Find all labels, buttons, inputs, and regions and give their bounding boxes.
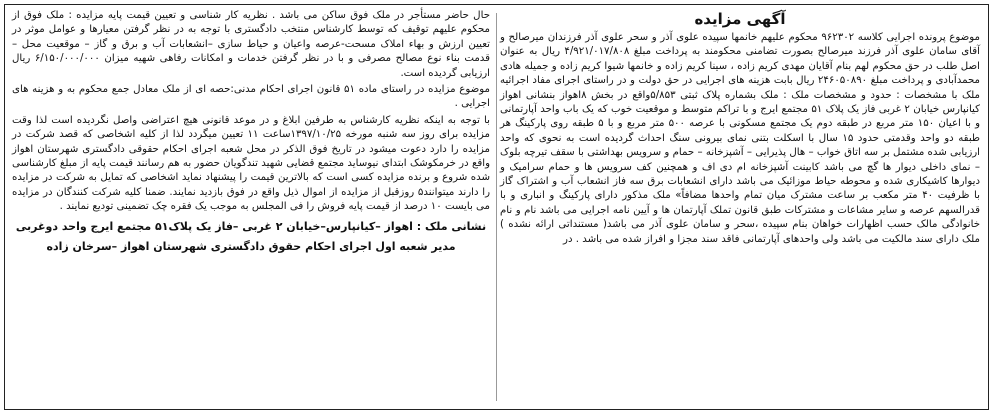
notice-title: آگهی مزایده xyxy=(694,10,786,28)
auction-subject-paragraph: موضوع مزایده در راستای ماده ۵۱ قانون اجرای احکام مدنی:حصه ای از ملک معادل جمع محکوم به و هزینه های اجرایی . xyxy=(12,84,490,110)
auction-notice xyxy=(4,4,989,410)
signature: مدیر شعبه اول اجرای احکام حقوق دادگستری شهرستان اهواز –سرخان زاده xyxy=(46,239,456,253)
column-divider xyxy=(496,13,497,401)
left-column xyxy=(12,9,490,405)
valuation-paragraph: حال حاضر مستأجر در ملک فوق ساکن می باشد . نظریه کار شناسی و تعیین قیمت پایه مزایده : ملک فوق از محکوم علیهم توقیف که توسط کارشناس منتخب دادگستری با توجه به در نظر گرفتن معیارها و عوامل موثر در تعیین ارزش و بهاء املاک مسحت-عرصه واعیان و حیاط سازی –انشعابات آب و برق و گاز – موقعیت محل – قدمت بناء نوع مصالح مصرفی و با در نظر گرفتن خدمات و امکانات رفاهی شهیه میزان ۶/۱۵۰/۰۰۰/۰۰۰ ریال ارزیابی گردیده است. xyxy=(12,10,491,79)
property-address: نشانی ملک : اهواز –کیانپارس–خیابان ۲ غربی –فاز یک پلاک۵۱ مجتمع ایرج واحد دوغربی xyxy=(15,219,487,233)
property-description: موضوع پرونده اجرایی کلاسه ۹۶۲۳۰۲ محکوم علیهم خانمها سپیده علوی آذر و سحر علوی آذر فرزندان میرصالح و آقای سامان علوی آذر فرزند میرصالح بصورت تضامنی محکومند به پرداخت مبلغ ۴/۹۲۱/۰۱۷/۸۰۸ ریال به عنوان اصل طلب در حق محکوم لهم بنام آقایان مهدی کریم زاده ، سینا کریم زاده و خانمها شیوا کریم زاده و جمیله هادی محمدآبادی و پرداخت مبلغ ۲۴۶۰۵۰۸۹۰ ریال بابت هزینه های اجرایی در حق دولت و در راستای اجرای مفاد اجرائیه ملک با مشخصات : حدود و مشخصات ملک : ملک بشماره پلاک ثبتی ۵/۸۵۳واقع در بخش ۸اهواز بنشانی اهواز کیانپارس خیابان ۲ غربی فاز یک پلاک ۵۱ مجتمع ایرج و با تراکم متوسط و موقعیت خوب که یک باب واحد آپارتمانی و با اعیان ۱۵۰ متر مربع در طبقه دوم یک مجتمع مسکونی با عرصه ۵۰۰ متر مربع و با ۵ طبقه روی پارکینگ هر طبقه دو واحد وقدمتی حدود ۱۵ سال با اسکلت بتنی نمای بیرونی سنگ احداث گردیده است به نحوی که واحد ارزیابی شده مشتمل بر سه اتاق خواب – هال پذیرایی – آشپزخانه – حمام و سرویس بهداشتی با سقف تیرچه بلوک – نمای داخلی دیوار ها گچ می باشد کابینت آشپزخانه ام دی اف و همچنین کف سرویس ها و حمام سرامیک و دیوارها کاشیکاری شده و محوطه حیاط موزائیک می باشد دارای انشعابات برق سه فاز انشعاب آب و اشتراک گاز با ظرفیت ۴۰ متر مکعب بر ساعت مشترک میان تمام واحدها مضافاً» ملک مذکور دارای پارکینگ و انباری و با قدرالسهم عرصه و سایر مشاعات و مشترکات طبق قانون تملک آپارتمان ها و آیین نامه اجرایی می باشد نام و نام خانوادگی مالک حسب اظهارات خواهان بنام سپیده ،سحر و سامان علوی آذر می باشد( مستنداتی ارائه نشده ) ملک دارای سند مالکیت می باشد ولی واحدهای آپارتمانی فاقد سند مجزا و افراز شده می باشد . در xyxy=(500,32,981,245)
auction-terms-paragraph: با توجه به اینکه نظریه کارشناس به طرفین ابلاغ و در موعد قانونی هیچ اعتراضی واصل نگردیده است لذا وقت مزایده برای روز سه شنبه مورخه ۱۳۹۷/۱۰/۲۵ساعت ۱۱ تعیین میگردد لذا از کلیه اشخاصی که قصد شرکت در مزایده را دارد دعوت میشود در تاریخ فوق الذکر در محل شعبه اجرای احکام حقوقی دادگستری شهرستان اهواز واقع در خرمکوشک ابتدای نیوساید مجتمع قضایی شهید تندگویان حضور به هم رسانند قیمت پایه از مبلغ کارشناسی شده شروع و برنده مزایده کسی است که بالاترین قیمت را پیشنهاد نماید اشخاصی که تمایل به شرکت در مزایده را دارند میتوانند۵ روزقبل از مزایده از اموال ذیل واقع در فوق بازدید نمایند. ضمنا کلیه شرکت کنندگان در مزایده می بایست ۱۰ درصد از قیمت پایه فروش را فی المجلس به موجب یک فقره چک تضمینی تودیع نمایند . xyxy=(12,114,491,213)
right-column xyxy=(500,9,980,405)
